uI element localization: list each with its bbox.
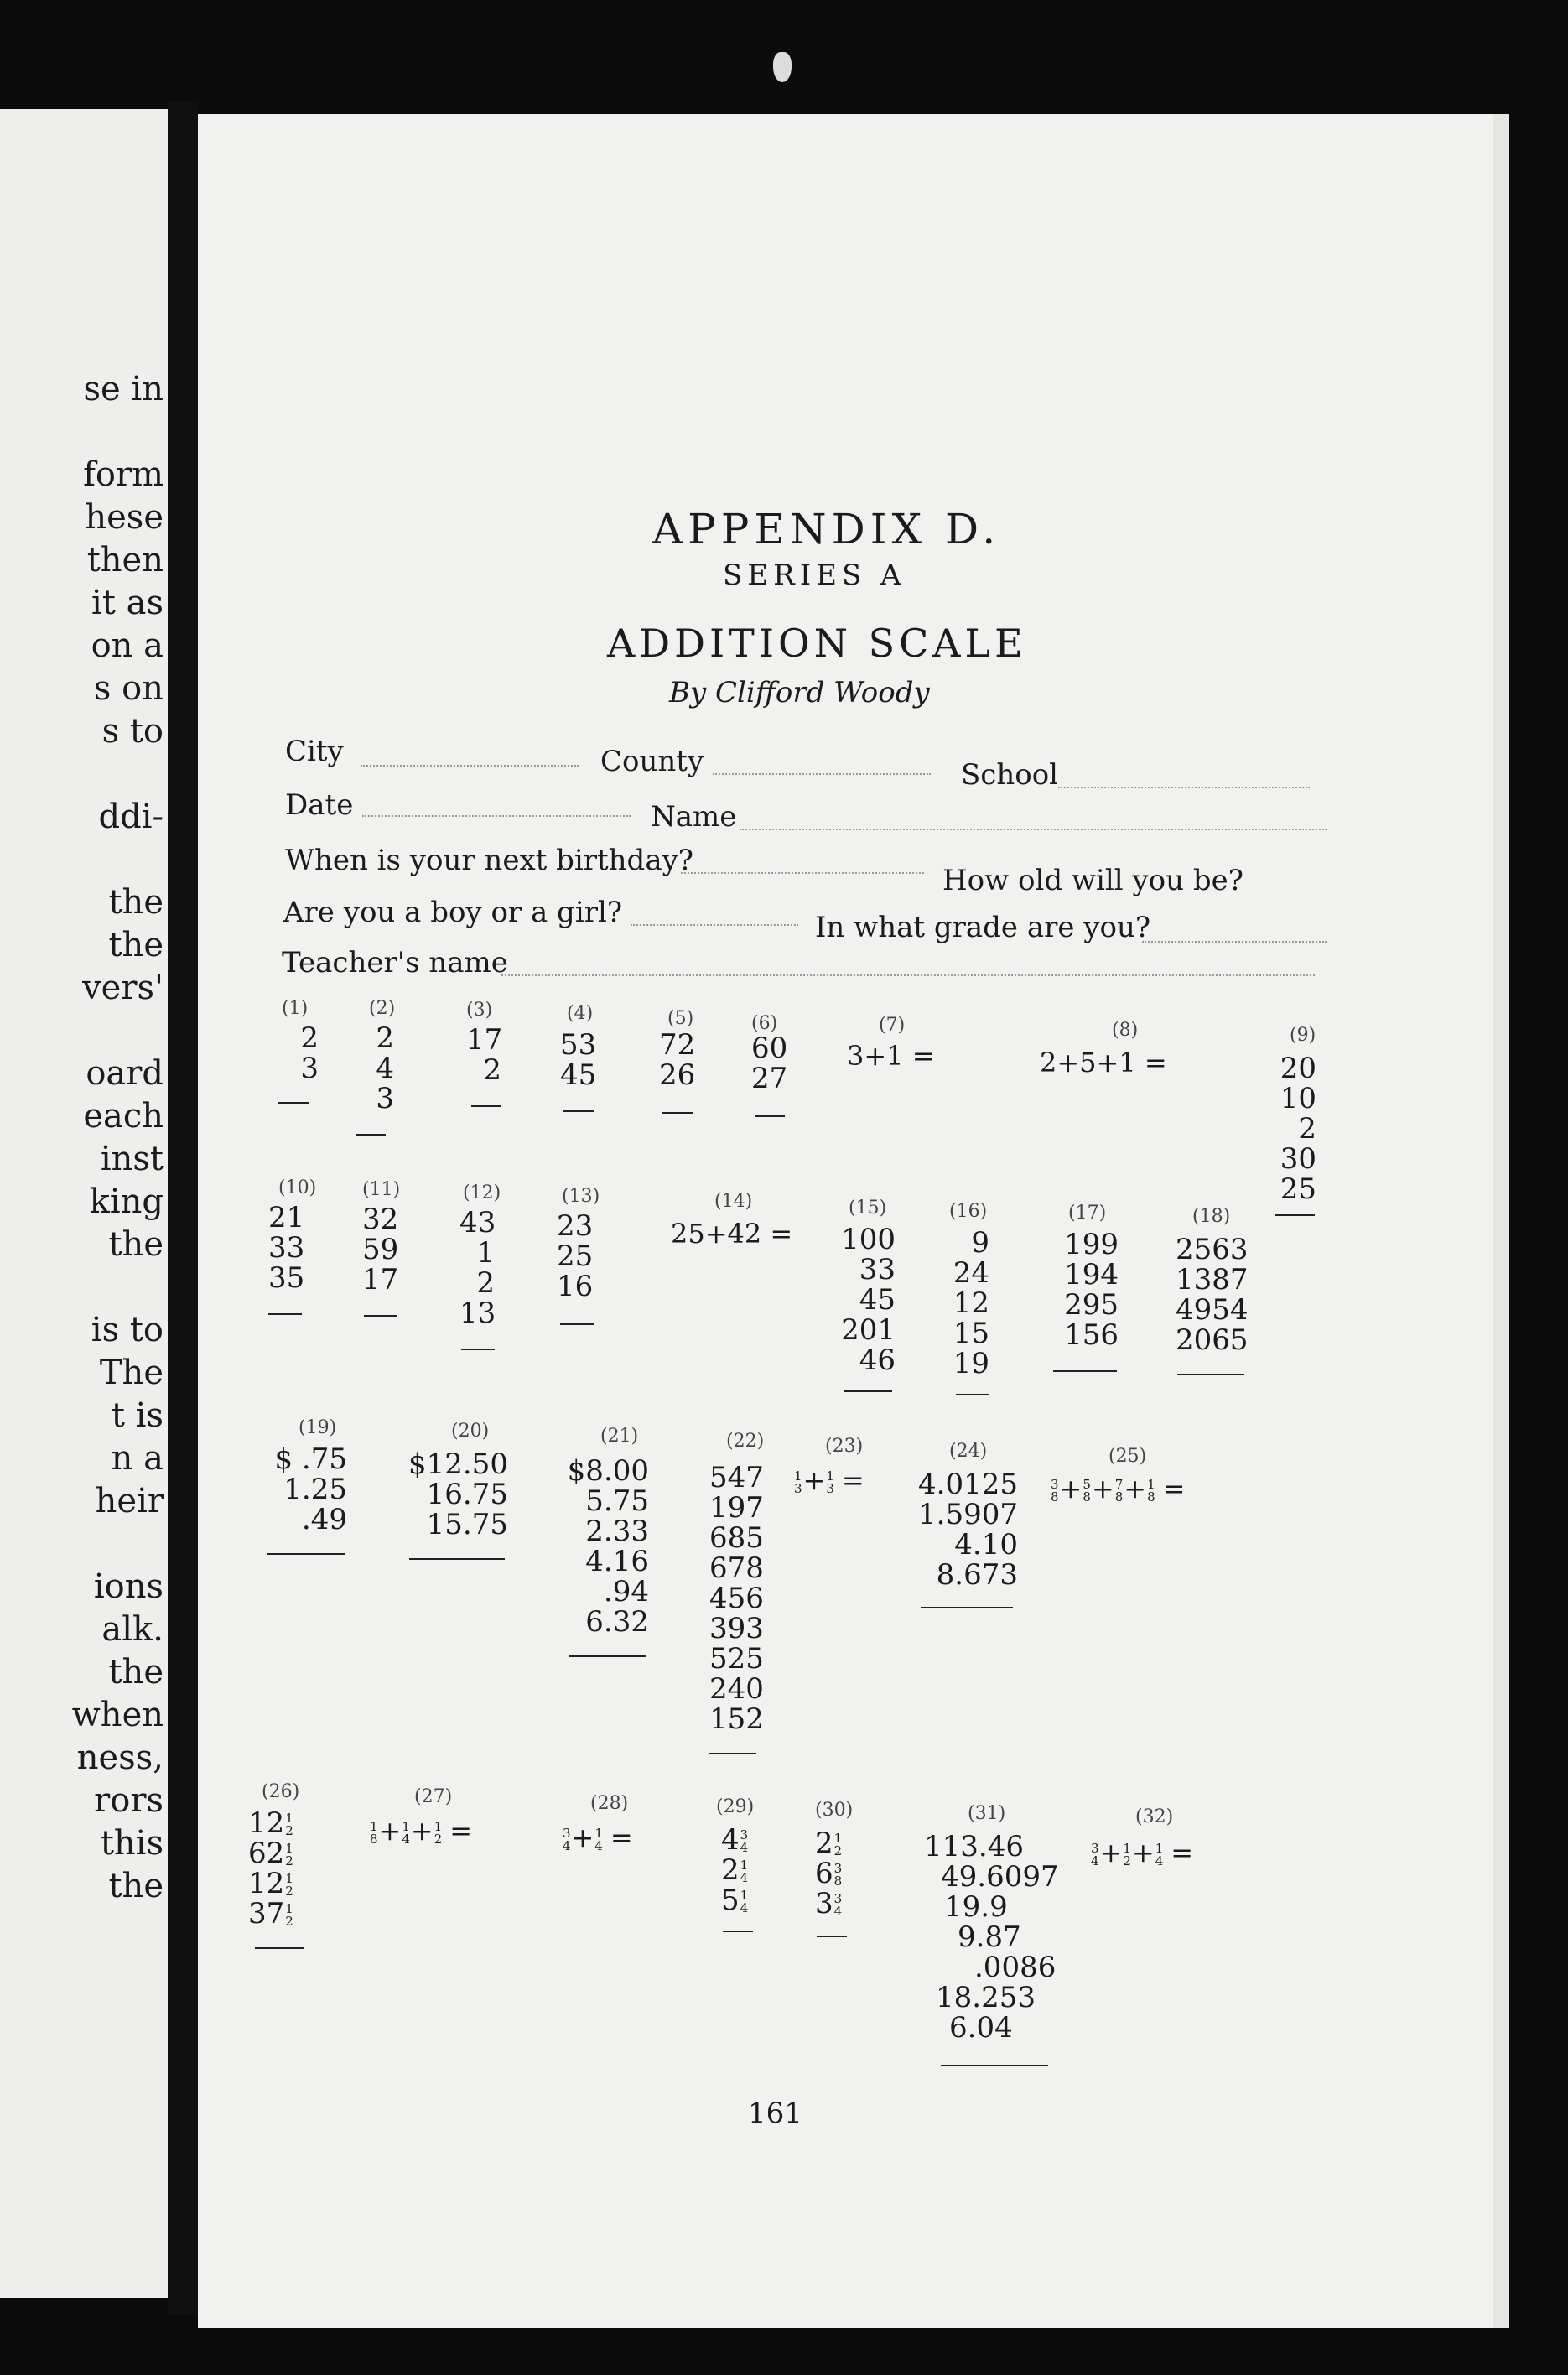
left-page-line: inst [100,1140,164,1178]
problem-number: (32) [1135,1806,1174,1827]
addend: 197 [709,1491,764,1525]
problem-11 [362,1204,397,1295]
addend: 19 [953,1347,989,1380]
equals-sign: = [449,1815,473,1847]
problem-number: (22) [726,1431,765,1452]
addend: 456 [709,1582,764,1615]
birthday-blank[interactable] [681,872,924,874]
whole-part: 4 [721,1823,740,1857]
problem-number: (3) [466,1000,493,1021]
problem-number: (18) [1192,1206,1231,1227]
left-page-line: The [99,1354,164,1392]
birthday-label: When is your next birthday? [285,844,694,877]
fraction: 1 2 [285,1811,293,1838]
addend: 2 [300,1021,319,1055]
addend: 17 [466,1023,503,1057]
addend: 2 [476,1266,495,1300]
plus-sign: + [378,1815,402,1847]
fraction: 1 3 [794,1468,802,1496]
equals-sign: = [841,1464,864,1496]
page-number: 161 [748,2097,802,2130]
left-page-line: heir [95,1482,164,1520]
left-page-line: se in [83,370,164,408]
whole-part: 5 [721,1884,740,1917]
problem-15 [839,1224,896,1375]
problem-number: (17) [1068,1203,1107,1224]
left-page-line: the [108,883,164,922]
addend: 1.25 [283,1473,347,1506]
problem-7: 3+1 = [847,1040,935,1072]
equals-sign: = [1171,1837,1194,1868]
teacher-blank[interactable] [501,974,1315,976]
sum-rule [560,1323,594,1325]
plus-sign: + [1091,1473,1114,1505]
addend: 21 [268,1201,305,1234]
date-blank[interactable] [362,815,631,817]
problem-2 [369,1023,394,1114]
left-page-line: on a [91,626,164,665]
problem-number: (23) [825,1436,864,1457]
addend: 15.75 [426,1508,508,1541]
addend: 18.253 [936,1981,1036,2014]
series-label: SERIES A [723,559,906,592]
addend: 2 [483,1053,501,1087]
problem-32 [1090,1837,1193,1868]
problem-20 [406,1449,508,1540]
addend: 152 [709,1702,764,1736]
mixed-number [815,1828,865,1858]
addend: 15 [953,1317,989,1350]
fraction: 3 8 [833,1861,843,1889]
plus-sign: + [571,1822,594,1853]
problem-4 [560,1030,595,1090]
addend: 30 [1280,1142,1316,1176]
fraction: 5 8 [1083,1476,1091,1505]
problem-number: (1) [282,998,309,1019]
addend: 3 [300,1052,319,1085]
addend: 20 [1280,1052,1316,1085]
problem-number: (6) [751,1013,778,1034]
plus-sign: + [1124,1473,1147,1505]
fraction: 1 2 [285,1871,293,1899]
page-edge [1493,114,1509,2328]
addend: $12.50 [408,1447,508,1481]
problem-12 [459,1208,495,1328]
addend: 32 [362,1203,399,1236]
problem-number: (15) [849,1198,887,1219]
grade-label: In what grade are you? [815,911,1151,944]
teacher-label: Teacher's name [282,946,508,980]
problem-5 [659,1030,694,1090]
addend: 2065 [1176,1323,1249,1357]
fraction: 1 4 [740,1858,749,1885]
addend: 2 [376,1021,394,1055]
problem-8: 2+5+1 = [1040,1047,1167,1078]
problem-18 [1176,1233,1249,1357]
addend: 1.5907 [918,1498,1018,1531]
mixed-number [248,1899,315,1929]
date-label: Date [285,788,354,822]
whole-part: 2 [815,1827,833,1860]
left-page-line: rors [94,1781,164,1820]
fraction: 3 4 [833,1891,843,1919]
plus-sign: + [802,1464,826,1496]
problem-number: (11) [362,1179,401,1200]
problem-22 [709,1461,764,1736]
problem-30 [815,1828,865,1919]
sum-rule [563,1110,594,1112]
problem-number: (4) [567,1003,594,1024]
fraction: 3 4 [563,1825,571,1853]
left-page-line: this [100,1824,164,1863]
author-byline: By Clifford Woody [669,676,930,709]
left-page-line: vers' [82,969,164,1007]
mixed-number [721,1855,771,1885]
left-page-line: the [108,926,164,964]
sum-rule [662,1112,693,1114]
whole-part: 37 [248,1897,285,1931]
county-blank[interactable] [713,773,931,775]
sum-rule [409,1558,505,1560]
left-page-line: n a [111,1439,164,1478]
addend: 45 [859,1283,896,1317]
mixed-number [248,1838,315,1868]
addend: 27 [751,1062,788,1095]
left-page-line: each [83,1097,164,1136]
addend: 1 [476,1236,495,1270]
problem-25 [1050,1473,1185,1505]
fraction: 3 4 [740,1827,749,1855]
problem-29 [721,1825,771,1915]
problem-number: (21) [600,1426,639,1447]
left-page-line: hese [85,498,164,537]
left-page-line: when [71,1696,164,1734]
addend: 72 [659,1028,696,1062]
addend: 4.0125 [918,1468,1018,1501]
left-page-line: king [89,1182,164,1221]
addend: 25 [1280,1172,1316,1206]
problem-number: (26) [262,1781,300,1802]
addend: 12 [953,1286,989,1320]
addend: 10 [1280,1082,1316,1115]
addend: 8.673 [936,1558,1018,1592]
problem-number: (16) [949,1201,988,1222]
whole-part: 6 [815,1857,833,1890]
problem-number: (19) [299,1417,337,1438]
left-page-line: s on [93,669,164,708]
problem-21 [565,1456,649,1637]
problem-number: (31) [968,1803,1006,1824]
problem-number: (14) [714,1191,753,1212]
mixed-number [721,1885,771,1915]
addend: 16 [557,1270,594,1303]
mixed-number [248,1868,315,1899]
problem-6 [751,1033,787,1094]
fraction: 1 4 [594,1825,603,1853]
plus-sign: + [410,1815,434,1847]
problem-27 [369,1815,472,1847]
addend: 5.75 [585,1484,649,1518]
fraction: 3 4 [1091,1840,1099,1868]
addend: 1387 [1176,1263,1249,1297]
problem-number: (10) [278,1177,317,1198]
sum-rule [1177,1374,1244,1375]
addend: 4954 [1176,1293,1249,1327]
left-page-line: then [86,541,164,579]
addend: 199 [1064,1228,1119,1261]
fraction: 1 2 [434,1818,443,1847]
addend: 26 [659,1058,696,1092]
name-blank[interactable] [740,829,1327,830]
fraction: 1 3 [826,1468,834,1496]
problem-number: (7) [879,1015,906,1036]
problem-16 [951,1228,989,1379]
addend: 24 [953,1256,989,1290]
grade-blank[interactable] [1142,941,1327,943]
addend: 194 [1064,1258,1119,1291]
left-page-line: oard [86,1054,164,1093]
addend: .94 [603,1575,649,1608]
addend: 19.9 [944,1890,1008,1924]
addend: 25 [557,1239,594,1273]
addend: .49 [301,1503,347,1536]
addend: 156 [1064,1318,1119,1352]
sum-rule [267,1553,345,1555]
whole-part: 2 [721,1853,740,1887]
addend: 49.6097 [941,1860,1059,1894]
mixed-number [815,1889,865,1919]
problem-number: (12) [463,1182,501,1203]
left-page-line: s to [101,712,164,751]
addend: 240 [709,1672,764,1706]
left-page-line: ness, [76,1738,164,1777]
addend: $ .75 [274,1442,347,1476]
addend: 201 [841,1313,896,1347]
sum-rule [471,1105,501,1107]
problem-23 [793,1464,864,1496]
addend: 2 [1298,1112,1316,1146]
sum-rule [755,1115,785,1117]
appendix-title: APPENDIX D. [652,505,1001,553]
left-page-line: form [83,455,164,494]
problem-31 [924,1832,1058,2043]
left-facing-page [0,109,168,2298]
problem-number: (30) [815,1800,854,1821]
addend: 393 [709,1612,764,1645]
addend: 2563 [1176,1233,1249,1266]
school-label: School [961,758,1059,792]
addend: 6.32 [585,1605,649,1639]
problem-1 [293,1023,319,1084]
sum-rule [941,2065,1048,2066]
left-page-line: alk. [101,1610,164,1649]
plus-sign: + [1099,1837,1123,1868]
addend: 33 [859,1253,896,1286]
sum-rule [1275,1214,1315,1216]
sum-rule [956,1394,989,1395]
problem-9 [1275,1053,1316,1204]
whole-part: 3 [815,1887,833,1920]
problem-number: (20) [451,1421,490,1442]
fraction: 7 8 [1114,1476,1124,1505]
sum-rule [844,1390,892,1392]
sum-rule [921,1607,1013,1608]
addend: 9.87 [958,1920,1021,1954]
addend: 113.46 [924,1830,1024,1863]
sum-rule [709,1753,756,1754]
problem-number: (9) [1290,1025,1316,1046]
addend: 3 [376,1082,394,1115]
sum-rule [356,1134,386,1136]
city-blank[interactable] [361,765,579,767]
left-page-line: it as [91,584,164,622]
addend: 23 [557,1209,594,1243]
problem-number: (29) [716,1796,755,1817]
addend: $8.00 [567,1454,649,1488]
addend: 4.16 [585,1545,649,1578]
addend: 678 [709,1551,764,1585]
name-label: Name [651,800,737,834]
addend: 2.33 [585,1515,649,1548]
left-page-line: the [108,1653,164,1692]
problem-28 [562,1822,633,1853]
problem-number: (25) [1109,1446,1147,1467]
addend: 35 [268,1261,305,1295]
left-page-line: the [108,1225,164,1264]
city-label: City [285,735,344,768]
problem-17 [1058,1229,1119,1350]
boy-girl-label: Are you a boy or a girl? [283,896,623,929]
fraction: 1 2 [285,1901,293,1929]
plus-sign: + [1131,1837,1155,1868]
problem-number: (13) [562,1186,600,1207]
addend: 547 [709,1461,764,1494]
fraction: 1 2 [285,1841,293,1868]
addend: .0086 [974,1951,1057,1984]
problem-10 [268,1203,304,1293]
fraction: 3 8 [1051,1476,1059,1505]
sum-rule [364,1315,397,1317]
problem-number: (24) [949,1441,988,1462]
addend: 685 [709,1521,764,1555]
mixed-number [815,1858,865,1889]
mixed-number [248,1808,315,1838]
addend: 9 [971,1226,989,1260]
problem-number: (2) [369,998,396,1019]
equals-sign: = [610,1822,633,1853]
addend: 59 [362,1233,399,1266]
sum-rule [1053,1370,1117,1372]
equals-sign: = [1162,1473,1186,1505]
boy-girl-blank[interactable] [631,924,798,926]
addend: 13 [459,1297,496,1330]
problem-13 [557,1211,592,1302]
problem-26 [248,1808,315,1929]
problem-19 [260,1444,347,1535]
addend: 17 [362,1263,399,1297]
county-label: County [600,745,704,778]
problem-number: (27) [414,1786,453,1807]
whole-part: 62 [248,1837,285,1870]
fraction: 1 4 [1155,1840,1164,1868]
left-page-line: ions [93,1567,164,1606]
problem-14: 25+42 = [671,1218,793,1250]
mixed-number [721,1825,771,1855]
sum-rule [569,1655,646,1657]
fraction: 1 2 [1123,1840,1131,1868]
sum-rule [817,1936,847,1937]
addend: 525 [709,1642,764,1676]
sum-rule [723,1931,753,1932]
addend: 4 [376,1052,394,1085]
sum-rule [255,1947,304,1949]
fraction: 1 8 [370,1818,378,1847]
problem-3 [466,1025,501,1085]
addend: 53 [560,1028,597,1062]
fraction: 1 8 [1147,1476,1155,1505]
scale-title: ADDITION SCALE [607,621,1027,666]
addend: 46 [859,1343,896,1377]
left-page-line: the [108,1867,164,1905]
problem-24 [917,1469,1018,1590]
left-page-line: t is [111,1396,164,1435]
fraction: 1 4 [740,1888,749,1915]
plus-sign: + [1059,1473,1083,1505]
addend: 4.10 [954,1528,1018,1562]
whole-part: 12 [248,1867,285,1900]
sum-rule [461,1349,495,1350]
addend: 33 [268,1231,305,1265]
addend: 45 [560,1058,597,1092]
sum-rule [268,1313,302,1315]
addend: 100 [841,1223,896,1256]
addend: 60 [751,1032,788,1065]
problem-number: (28) [590,1793,629,1814]
addend: 6.04 [949,2011,1013,2045]
problem-number: (8) [1112,1020,1139,1041]
sum-rule [278,1102,309,1104]
left-page-line: is to [91,1311,164,1349]
addend: 16.75 [426,1478,508,1511]
fraction: 1 2 [833,1831,843,1858]
age-label: How old will you be? [942,864,1243,897]
book-gutter [168,101,198,2315]
addend: 43 [459,1206,496,1239]
scan-mark [773,52,792,82]
school-blank[interactable] [1058,787,1310,788]
problem-number: (5) [667,1008,694,1029]
left-page-line: ddi- [98,798,164,836]
addend: 295 [1064,1288,1119,1322]
fraction: 1 4 [402,1818,410,1847]
whole-part: 12 [248,1806,285,1840]
